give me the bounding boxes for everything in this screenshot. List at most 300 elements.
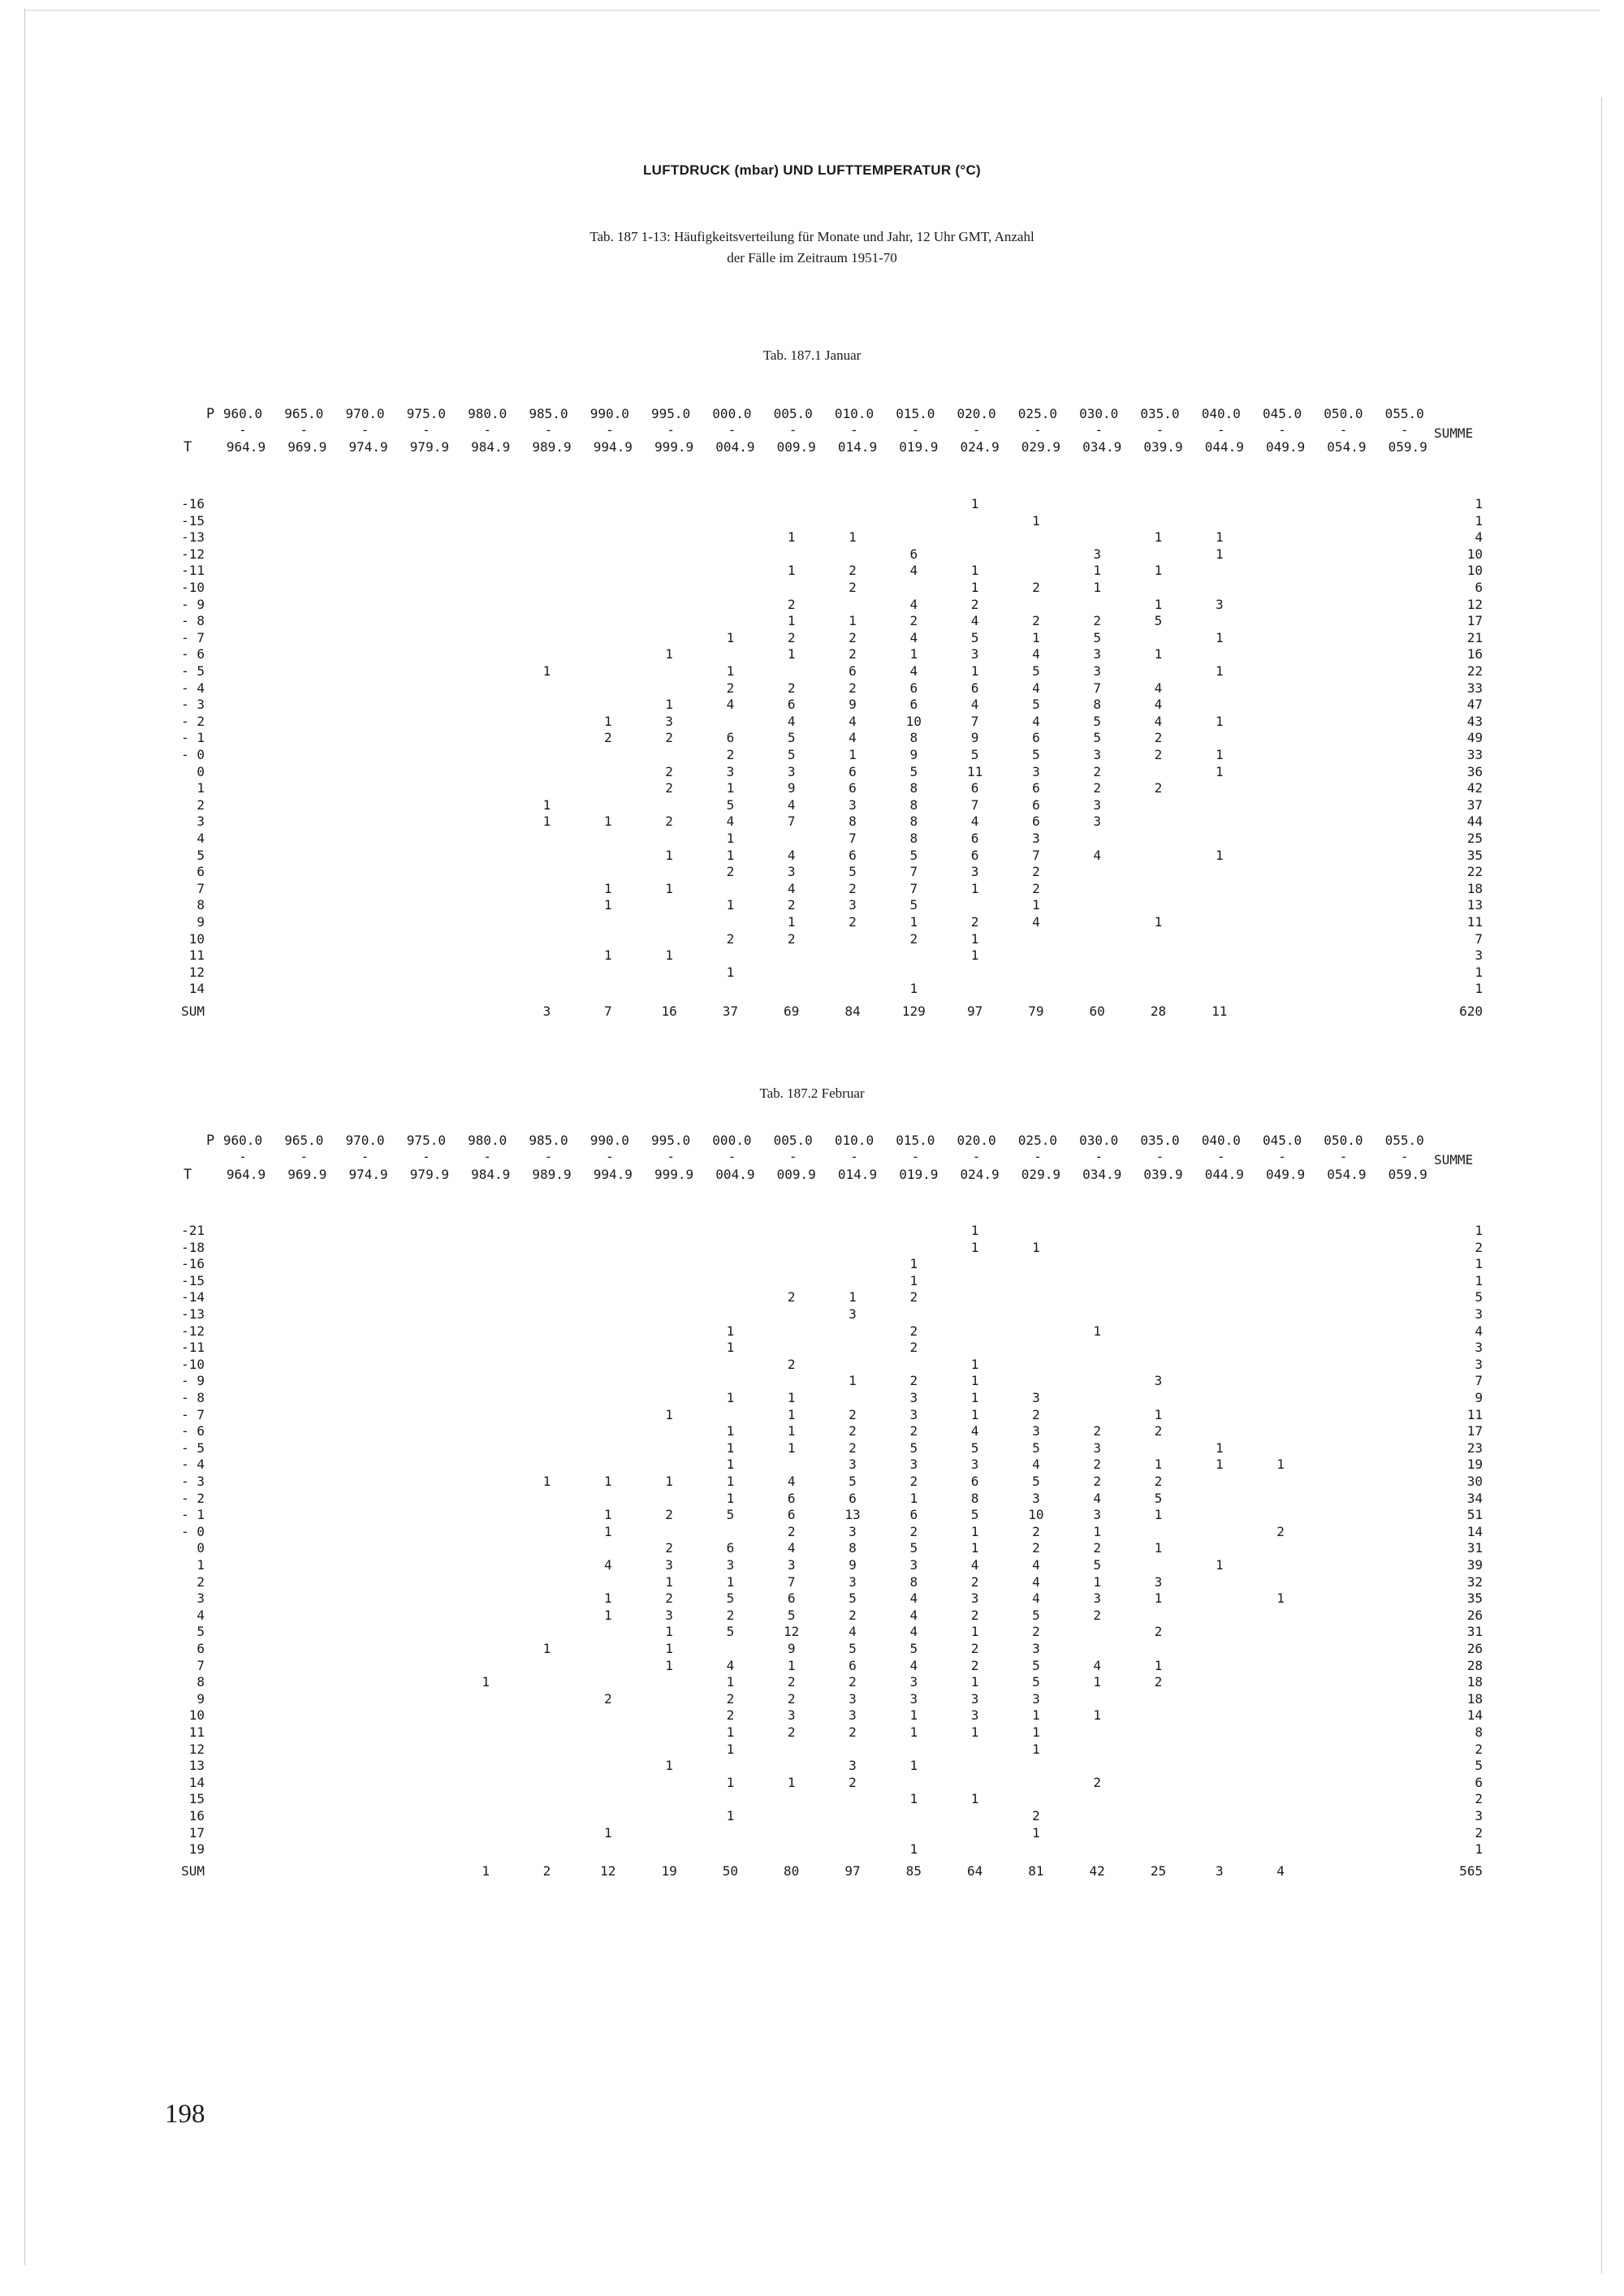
row-sum: 9 [1475, 1390, 1483, 1405]
temperature-row-label: 8 [197, 897, 205, 913]
pressure-class-dash: - [728, 1149, 736, 1164]
frequency-cell: 1 [787, 563, 796, 579]
frequency-cell: 2 [665, 780, 673, 796]
pressure-class-from: 975.0 [406, 406, 446, 421]
pressure-class-to: 049.9 [1266, 439, 1306, 455]
frequency-cell: 1 [1215, 629, 1224, 645]
frequency-cell: 2 [849, 1774, 857, 1790]
frequency-cell: 1 [909, 1758, 918, 1774]
frequency-cell: 3 [909, 1690, 918, 1707]
frequency-cell: 3 [970, 1590, 979, 1607]
pressure-class-to: 014.9 [837, 1167, 878, 1182]
pressure-class-from: 965.0 [284, 406, 324, 421]
frequency-cell: 6 [1032, 814, 1040, 830]
frequency-cell: 1 [603, 1607, 612, 1623]
pressure-class-from: 985.0 [529, 406, 568, 421]
pressure-class-from: 990.0 [590, 1133, 629, 1148]
pressure-class-from: 045.0 [1263, 1133, 1302, 1148]
temperature-row-label: 2 [197, 796, 205, 813]
frequency-cell: 2 [1032, 1406, 1040, 1422]
row-sum: 1 [1475, 1841, 1483, 1858]
row-sum: 16 [1466, 646, 1483, 662]
frequency-cell: 4 [1154, 680, 1163, 696]
pressure-class-to: 964.9 [226, 439, 266, 455]
frequency-cell: 2 [787, 1523, 796, 1539]
frequency-cell: 5 [1032, 697, 1040, 713]
frequency-cell: 1 [726, 663, 735, 679]
frequency-cell: 3 [1093, 796, 1101, 813]
frequency-cell: 6 [787, 1507, 796, 1523]
frequency-cell: 1 [1093, 580, 1101, 595]
frequency-cell: 1 [1032, 1724, 1040, 1740]
row-sum: 31 [1466, 1624, 1483, 1640]
temperature-row-label: 9 [197, 1690, 205, 1707]
frequency-cell: 2 [603, 1690, 612, 1707]
frequency-cell: 2 [1154, 747, 1163, 762]
frequency-cell: 3 [1032, 763, 1040, 779]
temperature-row-label: 14 [188, 1774, 205, 1790]
frequency-cell: 1 [909, 914, 918, 930]
column-sum: 69 [784, 1003, 800, 1019]
pressure-class-dash: - [605, 422, 614, 438]
frequency-cell: 7 [970, 713, 979, 729]
pressure-class-dash: - [788, 1149, 797, 1164]
frequency-cell: 7 [1093, 680, 1101, 696]
frequency-cell: 2 [849, 680, 857, 696]
frequency-cell: 5 [909, 1540, 918, 1556]
frequency-cell: 1 [542, 663, 551, 679]
row-sum: 22 [1466, 864, 1483, 880]
frequency-cell: 4 [909, 596, 918, 612]
pressure-class-from: 050.0 [1324, 406, 1363, 421]
row-sum: 3 [1475, 947, 1483, 964]
frequency-cell: 5 [1032, 1657, 1040, 1673]
frequency-cell: 1 [1154, 914, 1163, 930]
frequency-cell: 2 [849, 563, 857, 579]
temperature-row-label: 5 [197, 1624, 205, 1640]
pressure-class-dash: - [1278, 422, 1286, 438]
frequency-cell: 1 [665, 1406, 673, 1422]
frequency-cell: 4 [970, 697, 979, 713]
frequency-cell: 2 [1032, 580, 1040, 595]
row-sum: 3 [1475, 1340, 1483, 1356]
pressure-class-from: 050.0 [1324, 1133, 1363, 1148]
row-sum: 3 [1475, 1306, 1483, 1322]
frequency-cell: 3 [1093, 1590, 1101, 1607]
frequency-cell: 11 [966, 763, 983, 779]
frequency-cell: 4 [849, 713, 857, 729]
column-sum: 79 [1028, 1003, 1044, 1019]
frequency-cell: 3 [970, 1690, 979, 1707]
row-sum: 18 [1466, 1674, 1483, 1690]
frequency-cell: 1 [849, 613, 857, 629]
frequency-cell: 3 [970, 864, 979, 880]
frequency-cell: 2 [603, 730, 612, 746]
frequency-cell: 2 [665, 1540, 673, 1556]
scan-edge-left [24, 8, 25, 2265]
row-sum: 5 [1475, 1289, 1483, 1306]
column-sum: 81 [1028, 1863, 1044, 1879]
frequency-cell: 2 [665, 730, 673, 746]
frequency-cell: 1 [787, 914, 796, 930]
frequency-cell: 1 [1154, 596, 1163, 612]
pressure-class-from: 020.0 [957, 406, 996, 421]
frequency-cell: 1 [970, 1390, 979, 1405]
frequency-cell: 1 [970, 1791, 979, 1807]
pressure-class-dash: - [1216, 422, 1225, 438]
temperature-row-label: -10 [181, 580, 205, 595]
frequency-cell: 6 [970, 1474, 979, 1489]
temperature-row-label: 12 [188, 1741, 205, 1757]
frequency-cell: 1 [665, 947, 673, 964]
frequency-cell: 6 [1032, 796, 1040, 813]
temperature-row-label: 4 [197, 831, 205, 846]
temperature-row-label: - 2 [181, 713, 205, 729]
frequency-cell: 7 [970, 796, 979, 813]
pressure-class-to: 999.9 [654, 1167, 694, 1182]
column-sum: 2 [542, 1863, 551, 1879]
pressure-class-from: 035.0 [1140, 1133, 1180, 1148]
frequency-cell: 1 [726, 1423, 735, 1439]
column-sum: 97 [966, 1003, 983, 1019]
frequency-cell: 4 [787, 847, 796, 863]
row-sum: 14 [1466, 1523, 1483, 1539]
pressure-class-to: 014.9 [837, 439, 878, 455]
row-sum: 12 [1466, 596, 1483, 612]
frequency-cell: 2 [726, 1707, 735, 1724]
row-sum: 1 [1475, 981, 1483, 997]
frequency-cell: 8 [909, 831, 918, 846]
pressure-class-dash: - [667, 1149, 675, 1164]
frequency-cell: 2 [849, 1674, 857, 1690]
pressure-class-dash: - [483, 1149, 491, 1164]
temperature-row-label: 14 [188, 981, 205, 997]
frequency-cell: 1 [787, 1406, 796, 1422]
frequency-cell: 4 [970, 814, 979, 830]
row-sum: 2 [1475, 1239, 1483, 1255]
row-sum: 4 [1475, 1323, 1483, 1339]
frequency-cell: 1 [482, 1674, 490, 1690]
frequency-cell: 4 [1154, 697, 1163, 713]
row-sum: 1 [1475, 1272, 1483, 1288]
frequency-cell: 1 [1276, 1590, 1285, 1607]
frequency-cell: 3 [787, 1557, 796, 1573]
frequency-cell: 3 [849, 1306, 857, 1322]
frequency-cell: 8 [909, 814, 918, 830]
pressure-class-to: 039.9 [1143, 1167, 1183, 1182]
frequency-cell: 1 [787, 529, 796, 546]
temperature-row-label: 6 [197, 864, 205, 880]
pressure-class-from: 970.0 [345, 1133, 385, 1148]
frequency-cell: 1 [542, 1474, 551, 1489]
frequency-cell: 1 [970, 1624, 979, 1640]
row-sum: 34 [1466, 1490, 1483, 1506]
frequency-cell: 6 [726, 1540, 735, 1556]
row-sum: 4 [1475, 529, 1483, 546]
frequency-cell: 3 [970, 1707, 979, 1724]
frequency-cell: 6 [849, 1657, 857, 1673]
frequency-cell: 2 [1093, 613, 1101, 629]
frequency-cell: 4 [909, 1607, 918, 1623]
frequency-cell: 4 [909, 1590, 918, 1607]
frequency-cell: 2 [1154, 1674, 1163, 1690]
temperature-row-label: -18 [181, 1239, 205, 1255]
frequency-cell: 1 [909, 1256, 918, 1272]
frequency-cell: 1 [726, 1439, 735, 1456]
frequency-cell: 7 [787, 1573, 796, 1590]
frequency-cell: 5 [726, 1590, 735, 1607]
pressure-class-from: 970.0 [345, 406, 385, 421]
frequency-cell: 7 [849, 831, 857, 846]
row-sum: 21 [1466, 629, 1483, 645]
frequency-cell: 1 [542, 814, 551, 830]
temperature-row-label: 11 [188, 947, 205, 964]
row-sum: 44 [1466, 814, 1483, 830]
summe-header: SUMME [1434, 425, 1474, 441]
scan-edge-right [1601, 97, 1602, 2273]
pressure-class-dash: - [239, 1149, 247, 1164]
frequency-cell: 4 [1032, 1590, 1040, 1607]
frequency-cell: 2 [726, 930, 735, 947]
frequency-cell: 4 [726, 1657, 735, 1673]
frequency-cell: 4 [787, 880, 796, 896]
temperature-row-label: 10 [188, 930, 205, 947]
frequency-cell: 3 [909, 1406, 918, 1422]
frequency-cell: 1 [726, 1474, 735, 1489]
frequency-cell: 8 [849, 814, 857, 830]
column-sum: 1 [482, 1863, 490, 1879]
frequency-cell: 3 [1093, 747, 1101, 762]
frequency-cell: 2 [665, 1590, 673, 1607]
temperature-row-label: - 9 [181, 1373, 205, 1389]
pressure-class-from: 985.0 [529, 1133, 568, 1148]
pressure-class-to: 004.9 [715, 1167, 755, 1182]
pressure-class-dash: - [361, 422, 369, 438]
row-sum: 51 [1466, 1507, 1483, 1523]
frequency-cell: 2 [909, 1289, 918, 1306]
pressure-class-dash: - [911, 1149, 920, 1164]
temperature-row-label: 7 [197, 1657, 205, 1673]
column-sum: 129 [901, 1003, 926, 1019]
pressure-class-dash: - [850, 422, 858, 438]
temperature-row-label: -15 [181, 1272, 205, 1288]
pressure-class-dash: - [1155, 1149, 1164, 1164]
temperature-row-label: -16 [181, 496, 205, 511]
frequency-cell: 4 [787, 1474, 796, 1489]
frequency-cell: 2 [970, 1573, 979, 1590]
frequency-cell: 1 [726, 1340, 735, 1356]
frequency-cell: 5 [1032, 1674, 1040, 1690]
pressure-class-dash: - [300, 422, 309, 438]
row-sum: 10 [1466, 546, 1483, 562]
frequency-cell: 2 [726, 680, 735, 696]
column-sum: 37 [722, 1003, 739, 1019]
frequency-cell: 2 [849, 629, 857, 645]
frequency-cell: 7 [1032, 847, 1040, 863]
frequency-cell: 4 [970, 613, 979, 629]
frequency-cell: 2 [849, 580, 857, 595]
frequency-cell: 5 [970, 747, 979, 762]
pressure-class-dash: - [1155, 422, 1164, 438]
frequency-cell: 4 [1093, 847, 1101, 863]
row-sum: 1 [1475, 964, 1483, 980]
frequency-cell: 1 [787, 1390, 796, 1405]
frequency-cell: 1 [970, 947, 979, 964]
pressure-class-dash: - [1034, 1149, 1042, 1164]
frequency-cell: 3 [1215, 596, 1224, 612]
frequency-cell: 1 [603, 814, 612, 830]
pressure-class-to: 034.9 [1082, 1167, 1122, 1182]
frequency-cell: 6 [970, 780, 979, 796]
frequency-cell: 1 [970, 1356, 979, 1372]
pressure-class-dash: - [1278, 1149, 1286, 1164]
frequency-cell: 6 [787, 697, 796, 713]
frequency-cell: 2 [665, 814, 673, 830]
pressure-class-to: 044.9 [1204, 1167, 1244, 1182]
frequency-cell: 2 [1154, 1474, 1163, 1489]
pressure-class-dash: - [300, 1149, 309, 1164]
pressure-class-from: 055.0 [1384, 406, 1424, 421]
row-sum: 35 [1466, 847, 1483, 863]
pressure-class-from: 990.0 [590, 406, 629, 421]
frequency-cell: 1 [665, 1573, 673, 1590]
frequency-cell: 1 [970, 1674, 979, 1690]
pressure-class-from: 010.0 [834, 406, 875, 421]
temperature-row-label: 12 [188, 964, 205, 980]
pressure-class-from: 005.0 [773, 1133, 813, 1148]
frequency-cell: 3 [849, 796, 857, 813]
frequency-cell: 5 [849, 1474, 857, 1489]
frequency-cell: 1 [665, 847, 673, 863]
pressure-class-dash: - [1034, 422, 1042, 438]
temperature-row-label: 0 [197, 1540, 205, 1556]
frequency-cell: 9 [909, 747, 918, 762]
frequency-cell: 1 [1154, 1406, 1163, 1422]
frequency-cell: 1 [970, 1540, 979, 1556]
pressure-class-to: 059.9 [1388, 439, 1427, 455]
frequency-cell: 1 [970, 1373, 979, 1389]
frequency-cell: 1 [909, 981, 918, 997]
frequency-cell: 3 [1032, 1690, 1040, 1707]
pressure-class-dash: - [850, 1149, 858, 1164]
pressure-class-dash: - [544, 422, 553, 438]
pressure-class-dash: - [544, 1149, 553, 1164]
frequency-cell: 2 [909, 1474, 918, 1489]
pressure-class-dash: - [422, 1149, 430, 1164]
frequency-cell: 4 [1032, 1557, 1040, 1573]
frequency-cell: 9 [849, 1557, 857, 1573]
row-sum: 7 [1475, 1373, 1483, 1389]
frequency-cell: 1 [970, 1406, 979, 1422]
pressure-class-to: 974.9 [348, 1167, 388, 1182]
frequency-cell: 1 [787, 1774, 796, 1790]
frequency-cell: 6 [909, 697, 918, 713]
frequency-cell: 1 [909, 1272, 918, 1288]
pressure-class-to: 029.9 [1021, 439, 1060, 455]
pressure-class-to: 974.9 [348, 439, 388, 455]
frequency-cell: 4 [726, 697, 735, 713]
frequency-cell: 4 [726, 814, 735, 830]
frequency-cell: 1 [1032, 629, 1040, 645]
temperature-row-label: - 4 [181, 1457, 205, 1473]
row-sum: 25 [1466, 831, 1483, 846]
frequency-cell: 1 [787, 646, 796, 662]
pressure-class-dash: - [1095, 422, 1103, 438]
pressure-class-from: 045.0 [1263, 406, 1302, 421]
frequency-cell: 4 [1093, 1657, 1101, 1673]
frequency-cell: 4 [787, 796, 796, 813]
frequency-cell: 3 [849, 1758, 857, 1774]
temperature-row-label: 6 [197, 1641, 205, 1656]
frequency-cell: 3 [849, 1457, 857, 1473]
frequency-cell: 1 [1215, 1557, 1224, 1573]
frequency-cell: 1 [787, 1423, 796, 1439]
row-sum: 3 [1475, 1356, 1483, 1372]
frequency-cell: 4 [1093, 1490, 1101, 1506]
pressure-class-to: 024.9 [960, 1167, 1000, 1182]
frequency-cell: 1 [1276, 1457, 1285, 1473]
frequency-cell: 1 [1032, 1824, 1040, 1841]
frequency-cell: 4 [909, 1657, 918, 1673]
frequency-cell: 5 [1093, 1557, 1101, 1573]
frequency-cell: 2 [1032, 1523, 1040, 1539]
frequency-cell: 1 [665, 1474, 673, 1489]
frequency-cell: 1 [1215, 1457, 1224, 1473]
pressure-class-to: 024.9 [960, 439, 1000, 455]
pressure-class-to: 009.9 [776, 439, 816, 455]
frequency-cell: 2 [849, 1607, 857, 1623]
column-sum: 25 [1150, 1863, 1167, 1879]
row-sum: 47 [1466, 697, 1483, 713]
frequency-cell: 2 [787, 1690, 796, 1707]
pressure-class-from: 010.0 [834, 1133, 875, 1148]
frequency-cell: 5 [787, 1607, 796, 1623]
frequency-cell: 9 [849, 697, 857, 713]
frequency-cell: 3 [1032, 1641, 1040, 1656]
row-sum: 31 [1466, 1540, 1483, 1556]
frequency-cell: 3 [849, 897, 857, 913]
frequency-cell: 7 [787, 814, 796, 830]
pressure-class-dash: - [667, 422, 675, 438]
frequency-cell: 2 [726, 1690, 735, 1707]
row-sum: 2 [1475, 1824, 1483, 1841]
frequency-cell: 6 [726, 730, 735, 746]
frequency-cell: 1 [603, 947, 612, 964]
frequency-cell: 2 [1154, 730, 1163, 746]
row-sum: 2 [1475, 1741, 1483, 1757]
grand-total: 620 [1459, 1003, 1483, 1019]
pressure-class-to: 994.9 [593, 439, 633, 455]
pressure-class-dash: - [972, 422, 981, 438]
frequency-cell: 6 [787, 1490, 796, 1506]
row-sum: 26 [1466, 1607, 1483, 1623]
frequency-cell: 3 [1093, 1507, 1101, 1523]
frequency-cell: 5 [787, 730, 796, 746]
row-sum: 3 [1475, 1808, 1483, 1823]
frequency-cell: 1 [1093, 1674, 1101, 1690]
row-sum: 19 [1466, 1457, 1483, 1473]
frequency-cell: 3 [787, 864, 796, 880]
pressure-class-from: 030.0 [1079, 1133, 1119, 1148]
temperature-row-label: 9 [197, 914, 205, 930]
pressure-class-to: 054.9 [1327, 439, 1367, 455]
frequency-cell: 1 [665, 646, 673, 662]
frequency-cell: 2 [1154, 1624, 1163, 1640]
pressure-class-from: 035.0 [1140, 406, 1180, 421]
temperature-row-label: - 1 [181, 730, 205, 746]
frequency-cell: 2 [1093, 1474, 1101, 1489]
frequency-cell: 2 [787, 1674, 796, 1690]
